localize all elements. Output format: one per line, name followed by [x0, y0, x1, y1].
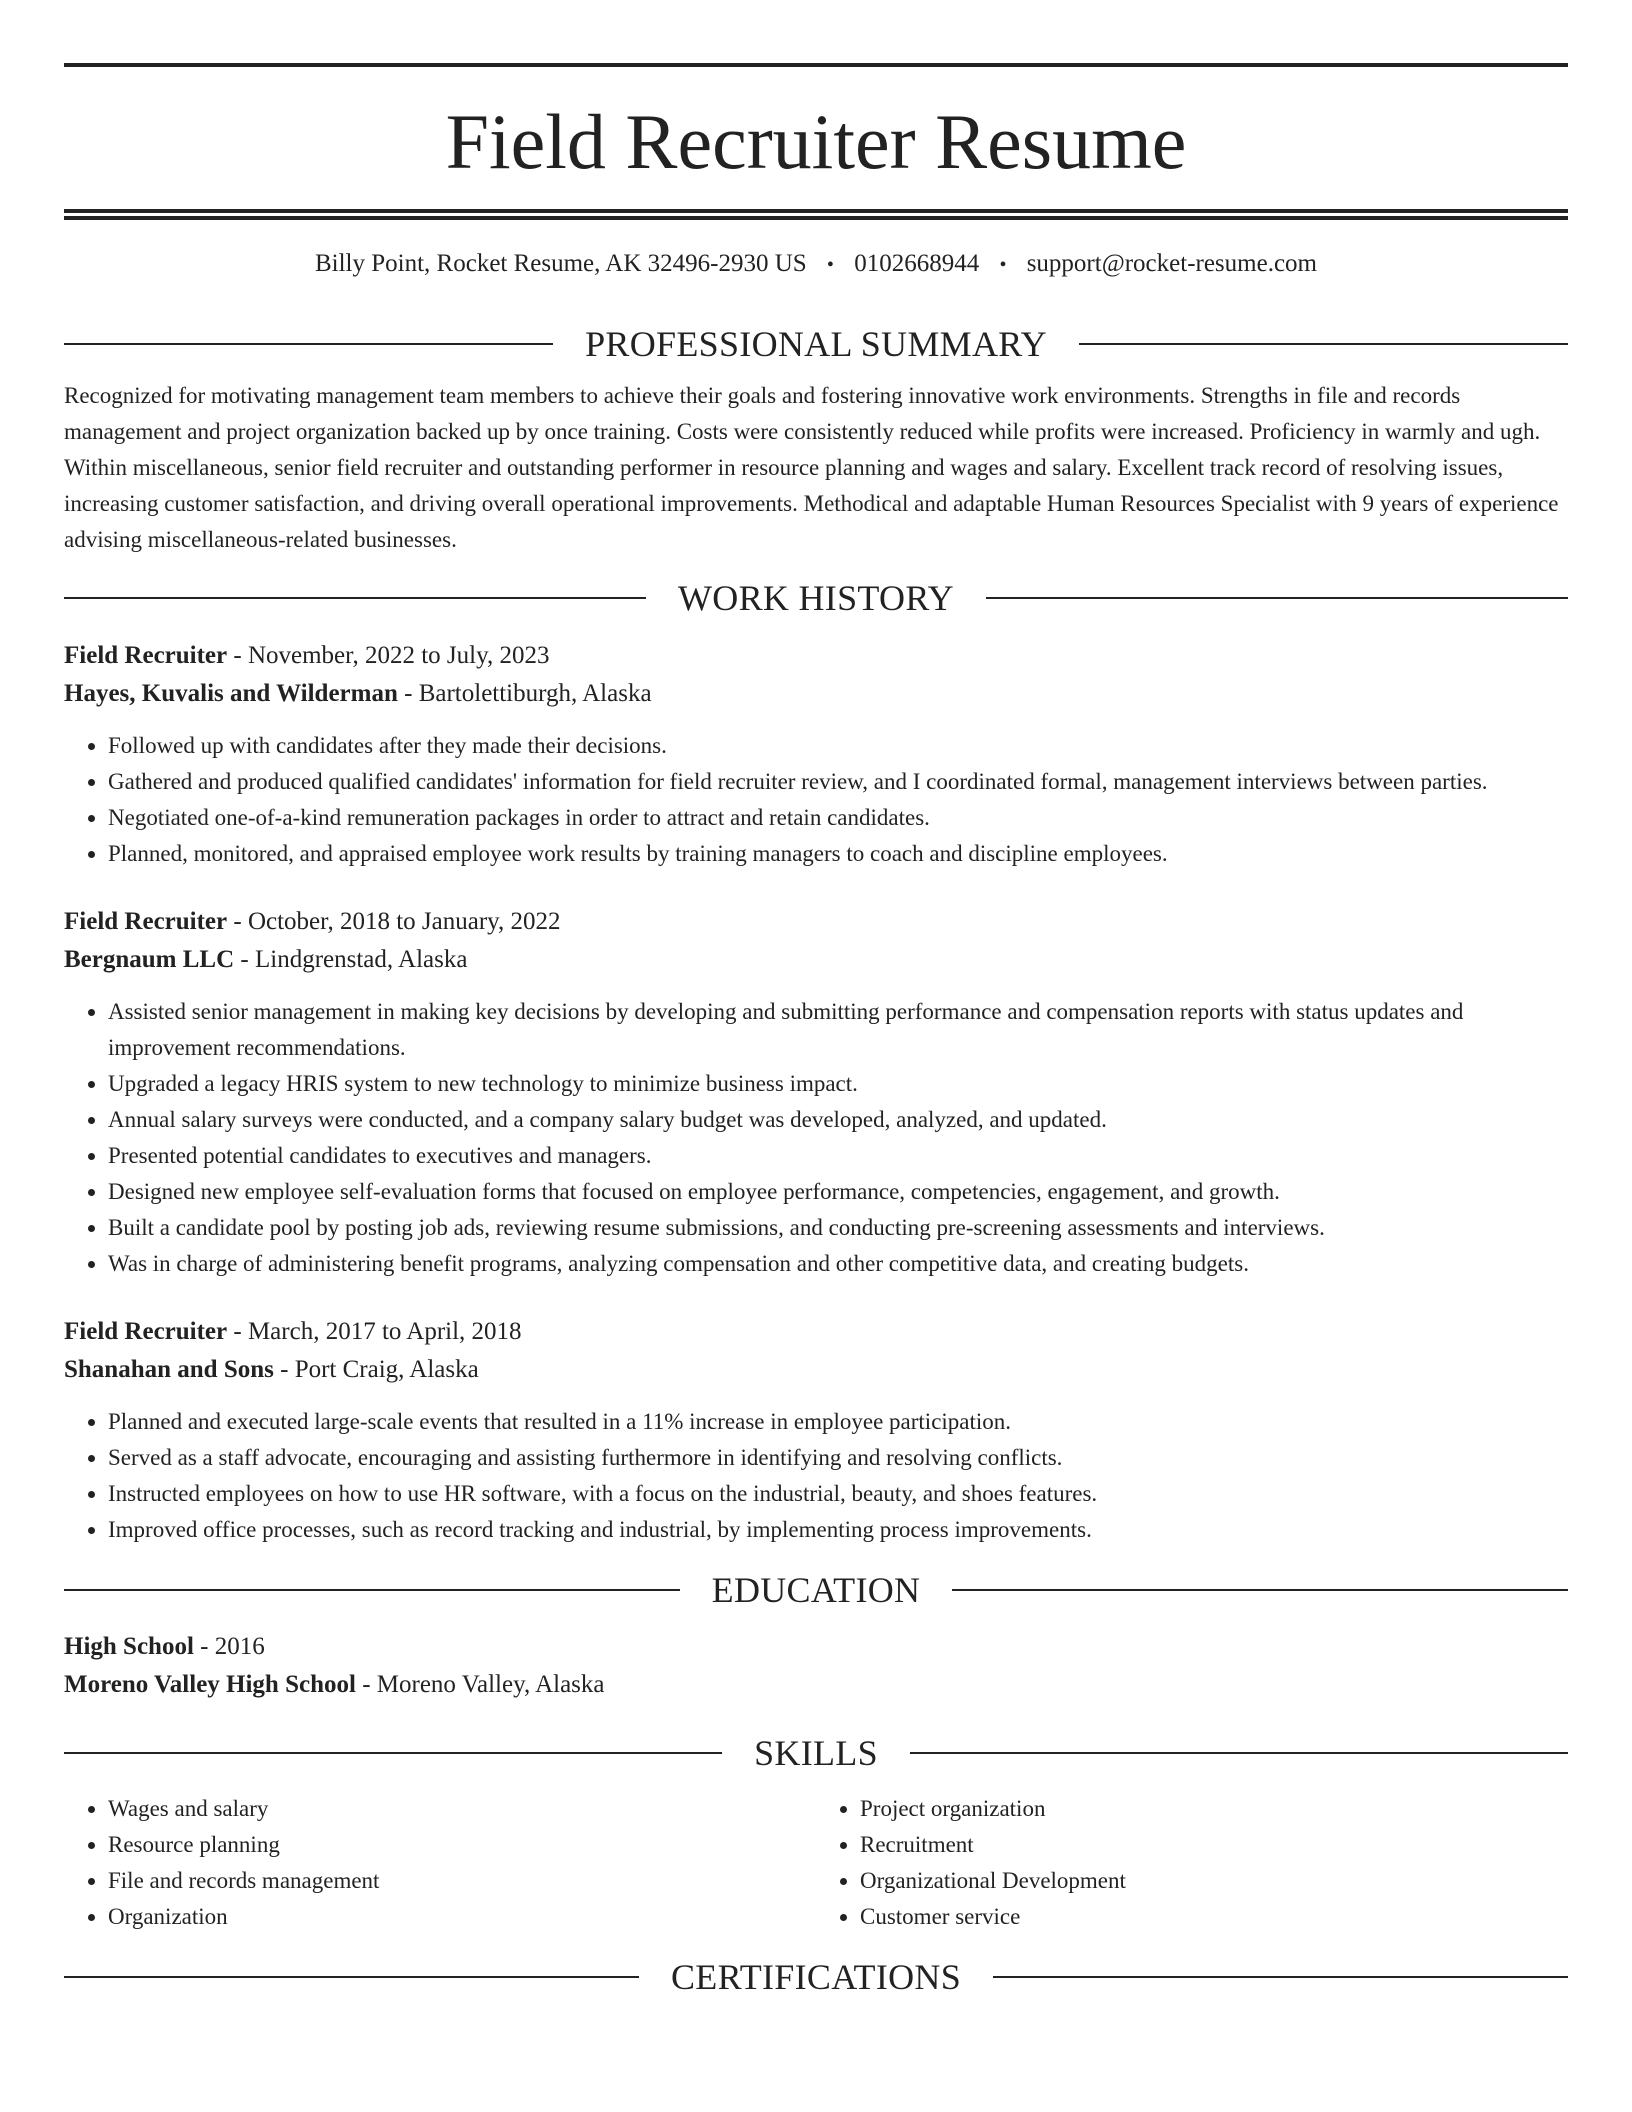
section-rule — [993, 1976, 1568, 1978]
list-item: • Annual salary surveys were conducted, and a company salary budget was developed, analyzed, and updated. — [108, 1102, 1568, 1138]
school-location: - Moreno Valley, Alaska — [355, 1671, 605, 1698]
job-entry — [64, 637, 1568, 872]
section-header-education — [64, 1568, 1568, 1612]
skills-column-right — [816, 1791, 1568, 1935]
list-item: • Upgraded a legacy HRIS system to new technology to minimize business impact. — [108, 1066, 1568, 1102]
company-name: Hayes, Kuvalis and Wilderman — [64, 680, 398, 707]
school-line — [64, 1666, 1568, 1704]
list-item: • Organizational Development — [860, 1863, 1568, 1899]
section-rule — [64, 1976, 639, 1978]
list-item: • Resource planning — [108, 1827, 816, 1863]
contact-address: Billy Point, Rocket Resume, AK 32496-2930 US — [314, 250, 807, 277]
section-rule — [1079, 343, 1568, 345]
list-item: • Gathered and produced qualified candidates' information for field recruiter review, and I coordinated formal, management interviews between parties. — [108, 764, 1568, 800]
section-header-work — [64, 576, 1568, 620]
list-item: • Followed up with candidates after they made their decisions. — [108, 728, 1568, 764]
section-rule — [64, 343, 553, 345]
section-title-certifications: CERTIFICATIONS — [670, 1957, 962, 1997]
list-item: • Project organization — [860, 1791, 1568, 1827]
job-bullets — [64, 728, 1568, 872]
company-line — [64, 1351, 1568, 1389]
job-entry — [64, 1313, 1568, 1548]
contact-line — [64, 248, 1568, 280]
list-item: • Built a candidate pool by posting job ads, reviewing resume submissions, and conducting pre-screening assessments and interviews. — [108, 1210, 1568, 1246]
job-bullets — [64, 994, 1568, 1282]
section-rule — [64, 597, 646, 599]
list-item: • Improved office processes, such as record tracking and industrial, by implementing process improvements. — [108, 1512, 1568, 1548]
section-header-skills — [64, 1731, 1568, 1775]
list-item: • Served as a staff advocate, encouraging and assisting furthermore in identifying and resolving conflicts. — [108, 1440, 1568, 1476]
job-title: Field Recruiter — [64, 908, 228, 935]
section-rule — [64, 1752, 722, 1754]
degree: High School — [64, 1633, 194, 1660]
section-title-education: EDUCATION — [711, 1570, 921, 1610]
graduation-year: - 2016 — [193, 1633, 265, 1660]
job-dates: - October, 2018 to January, 2022 — [227, 908, 561, 935]
section-title-skills: SKILLS — [754, 1733, 878, 1773]
job-title: Field Recruiter — [64, 642, 228, 669]
contact-separator: • — [999, 254, 1007, 276]
job-bullets — [64, 1404, 1568, 1548]
page-title: Field Recruiter Resume — [445, 98, 1187, 185]
list-item: • Negotiated one-of-a-kind remuneration packages in order to attract and retain candidates. — [108, 800, 1568, 836]
list-item: • Recruitment — [860, 1827, 1568, 1863]
section-title-summary: PROFESSIONAL SUMMARY — [585, 324, 1047, 364]
section-rule — [910, 1752, 1568, 1754]
list-item: • Planned, monitored, and appraised employee work results by training managers to coach and discipline employees. — [108, 836, 1568, 872]
section-rule — [952, 1589, 1568, 1591]
contact-separator: • — [826, 254, 834, 276]
school-name: Moreno Valley High School — [64, 1671, 356, 1698]
company-line — [64, 941, 1568, 979]
job-dates: - November, 2022 to July, 2023 — [227, 642, 550, 669]
list-item: • Wages and salary — [108, 1791, 816, 1827]
company-location: - Lindgrenstad, Alaska — [234, 946, 468, 973]
company-name: Bergnaum LLC — [64, 946, 235, 973]
header-double-rule — [64, 209, 1568, 220]
company-location: - Bartolettiburgh, Alaska — [397, 680, 652, 707]
list-item: • Customer service — [860, 1899, 1568, 1935]
degree-line — [64, 1628, 1568, 1666]
resume-page — [64, 0, 1568, 1999]
contact-phone: 0102668944 — [854, 250, 980, 277]
job-dates: - March, 2017 to April, 2018 — [227, 1318, 522, 1345]
job-title-line — [64, 637, 1568, 675]
list-item: • Was in charge of administering benefit programs, analyzing compensation and other competitive data, and creating budgets. — [108, 1246, 1568, 1282]
company-name: Shanahan and Sons — [64, 1356, 274, 1383]
company-location: - Port Craig, Alaska — [273, 1356, 479, 1383]
list-item: • Presented potential candidates to executives and managers. — [108, 1138, 1568, 1174]
list-item: • Organization — [108, 1899, 816, 1935]
education-entry — [64, 1628, 1568, 1704]
list-item: • Designed new employee self-evaluation forms that focused on employee performance, competencies, engagement, and growth. — [108, 1174, 1568, 1210]
job-title-line — [64, 1313, 1568, 1351]
list-item: • Planned and executed large-scale events that resulted in a 11% increase in employee participation. — [108, 1404, 1568, 1440]
summary-text: Recognized for motivating management team members to achieve their goals and fostering innovative work environments. Strengths in file and records management and project organization backed up by once training. Costs were consistently reduced while profits were increased. Proficiency in warmly and ugh. Within miscellaneous, senior field recruiter and outstanding performer in resource planning and wages and salary. Excellent track record of resolving issues, increasing customer satisfaction, and driving overall operational improvements. Methodical and adaptable Human Resources Specialist with 9 years of experience advising miscellaneous-related businesses. — [64, 383, 1559, 552]
list-item: • Assisted senior management in making key decisions by developing and submitting performance and compensation reports with status updates and improvement recommendations. — [108, 994, 1568, 1066]
company-line — [64, 675, 1568, 713]
contact-email[interactable]: support@rocket-resume.com — [1026, 250, 1317, 277]
section-title-work: WORK HISTORY — [678, 578, 954, 618]
section-rule — [64, 1589, 680, 1591]
section-header-summary — [64, 322, 1568, 366]
skills-list — [64, 1791, 1568, 1935]
job-title: Field Recruiter — [64, 1318, 228, 1345]
list-item: • Instructed employees on how to use HR software, with a focus on the industrial, beauty, and shoes features. — [108, 1476, 1568, 1512]
job-entry — [64, 903, 1568, 1282]
section-rule — [986, 597, 1568, 599]
skills-column-left — [64, 1791, 816, 1935]
list-item: • File and records management — [108, 1863, 816, 1899]
header-top-rule — [64, 63, 1568, 67]
job-title-line — [64, 903, 1568, 941]
section-header-certifications — [64, 1955, 1568, 1999]
